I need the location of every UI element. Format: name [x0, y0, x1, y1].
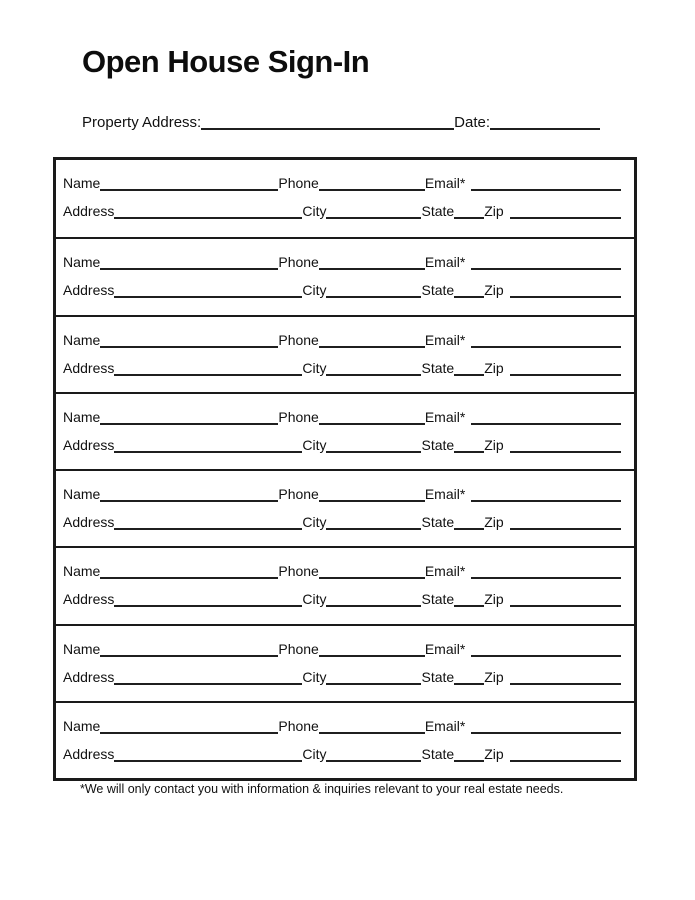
state-blank — [454, 760, 484, 762]
phone-label: Phone — [278, 563, 319, 580]
address-label: Address — [63, 745, 115, 762]
city-label: City — [302, 514, 327, 530]
phone-blank — [319, 268, 425, 270]
address-label: Address — [63, 359, 115, 376]
email-blank — [471, 423, 621, 425]
phone-blank — [319, 732, 425, 734]
row-line-contact — [63, 717, 621, 736]
name-label: Name — [63, 563, 101, 580]
email-label: Email* — [424, 486, 466, 502]
name-blank — [100, 423, 278, 425]
address-blank — [114, 296, 302, 298]
zip-label: Zip — [484, 591, 504, 608]
address-label: Address — [63, 282, 115, 299]
phone-blank — [319, 423, 425, 425]
city-blank — [326, 605, 421, 607]
state-blank — [454, 374, 484, 376]
state-label: State — [421, 514, 455, 530]
address-blank — [114, 451, 302, 453]
address-label: Address — [63, 591, 115, 608]
email-label: Email* — [424, 563, 466, 580]
zip-label: Zip — [484, 514, 504, 530]
zip-label: Zip — [484, 745, 504, 762]
email-blank — [471, 732, 621, 734]
name-label: Name — [63, 408, 101, 425]
city-blank — [326, 374, 421, 376]
row-line-address — [63, 590, 621, 609]
zip-label: Zip — [484, 282, 504, 299]
signin-row — [56, 546, 634, 623]
phone-label: Phone — [278, 640, 319, 657]
address-blank — [114, 683, 302, 685]
address-label: Address — [63, 514, 115, 530]
signin-row — [56, 701, 634, 778]
phone-blank — [319, 189, 425, 191]
city-blank — [326, 760, 421, 762]
address-blank — [114, 374, 302, 376]
signin-row — [56, 160, 634, 237]
name-blank — [100, 577, 278, 579]
row-line-contact — [63, 562, 621, 581]
address-blank — [114, 760, 302, 762]
email-blank — [471, 189, 621, 191]
city-blank — [326, 528, 421, 530]
email-label: Email* — [424, 254, 466, 271]
name-label: Name — [63, 640, 101, 657]
name-label: Name — [63, 717, 101, 734]
address-blank — [114, 217, 302, 219]
zip-label: Zip — [484, 436, 504, 453]
city-blank — [326, 683, 421, 685]
phone-blank — [319, 500, 425, 502]
signin-table — [53, 157, 637, 781]
row-line-contact — [63, 485, 621, 504]
email-label: Email* — [424, 175, 466, 191]
signin-row — [56, 469, 634, 546]
signin-row — [56, 392, 634, 469]
phone-label: Phone — [278, 331, 319, 348]
zip-blank — [510, 217, 621, 219]
property-address-label: Property Address: — [82, 114, 202, 131]
row-line-contact — [63, 408, 621, 427]
state-blank — [454, 451, 484, 453]
phone-blank — [319, 577, 425, 579]
row-line-address — [63, 359, 621, 378]
city-label: City — [302, 203, 327, 219]
email-blank — [471, 268, 621, 270]
address-label: Address — [63, 203, 115, 219]
zip-blank — [510, 374, 621, 376]
zip-blank — [510, 760, 621, 762]
name-blank — [100, 655, 278, 657]
state-blank — [454, 217, 484, 219]
row-line-contact — [63, 640, 621, 659]
signin-row — [56, 237, 634, 314]
name-blank — [100, 268, 278, 270]
name-blank — [100, 732, 278, 734]
city-blank — [326, 451, 421, 453]
zip-blank — [510, 683, 621, 685]
phone-label: Phone — [278, 717, 319, 734]
state-label: State — [421, 359, 455, 376]
page-title: Open House Sign-In — [82, 44, 370, 79]
phone-label: Phone — [278, 254, 319, 271]
name-label: Name — [63, 331, 101, 348]
address-label: Address — [63, 436, 115, 453]
name-label: Name — [63, 175, 101, 191]
zip-blank — [510, 528, 621, 530]
state-label: State — [421, 203, 455, 219]
property-address-blank — [201, 128, 454, 130]
phone-label: Phone — [278, 175, 319, 191]
address-label: Address — [63, 668, 115, 685]
email-label: Email* — [424, 717, 466, 734]
zip-blank — [510, 605, 621, 607]
name-blank — [100, 346, 278, 348]
state-label: State — [421, 282, 455, 299]
zip-label: Zip — [484, 359, 504, 376]
email-label: Email* — [424, 408, 466, 425]
city-label: City — [302, 436, 327, 453]
name-label: Name — [63, 486, 101, 502]
zip-label: Zip — [484, 668, 504, 685]
email-blank — [471, 655, 621, 657]
name-label: Name — [63, 254, 101, 271]
name-blank — [100, 189, 278, 191]
city-label: City — [302, 668, 327, 685]
row-line-address — [63, 513, 621, 532]
email-blank — [471, 500, 621, 502]
city-label: City — [302, 282, 327, 299]
city-label: City — [302, 745, 327, 762]
state-label: State — [421, 745, 455, 762]
state-label: State — [421, 591, 455, 608]
state-blank — [454, 296, 484, 298]
phone-label: Phone — [278, 486, 319, 502]
zip-blank — [510, 296, 621, 298]
row-line-contact — [63, 253, 621, 272]
email-blank — [471, 577, 621, 579]
zip-blank — [510, 451, 621, 453]
header-fields — [82, 112, 600, 134]
state-blank — [454, 605, 484, 607]
date-label: Date: — [454, 114, 490, 131]
email-blank — [471, 346, 621, 348]
row-line-contact — [63, 174, 621, 193]
state-blank — [454, 528, 484, 530]
row-line-address — [63, 745, 621, 764]
zip-label: Zip — [484, 203, 504, 219]
signin-row — [56, 315, 634, 392]
state-label: State — [421, 436, 455, 453]
state-blank — [454, 683, 484, 685]
row-line-address — [63, 202, 621, 221]
phone-label: Phone — [278, 408, 319, 425]
city-label: City — [302, 359, 327, 376]
row-line-address — [63, 436, 621, 455]
phone-blank — [319, 655, 425, 657]
row-line-address — [63, 668, 621, 687]
state-label: State — [421, 668, 455, 685]
city-label: City — [302, 591, 327, 608]
email-label: Email* — [424, 640, 466, 657]
footnote: *We will only contact you with information & inquiries relevant to your real estate needs. — [80, 782, 564, 796]
date-blank — [490, 128, 600, 130]
row-line-address — [63, 281, 621, 300]
city-blank — [326, 217, 421, 219]
phone-blank — [319, 346, 425, 348]
city-blank — [326, 296, 421, 298]
address-blank — [114, 528, 302, 530]
row-line-contact — [63, 331, 621, 350]
name-blank — [100, 500, 278, 502]
address-blank — [114, 605, 302, 607]
signin-row — [56, 624, 634, 701]
email-label: Email* — [424, 331, 466, 348]
